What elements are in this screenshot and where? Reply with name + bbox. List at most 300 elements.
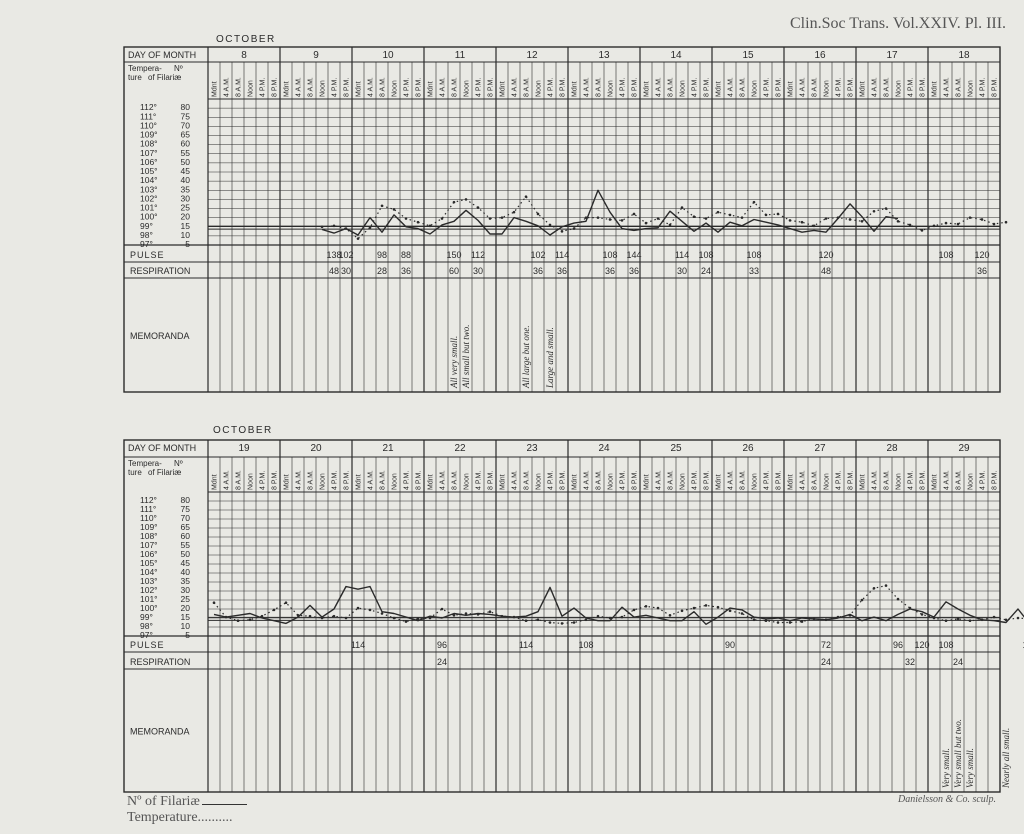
filariae-tick-label: 15: [180, 612, 190, 622]
temperature-point: [429, 617, 432, 620]
temperature-point: [585, 216, 588, 219]
temperature-point: [477, 206, 480, 209]
slot-label: 8 P.M.: [487, 77, 495, 97]
temperature-point: [969, 619, 972, 622]
slot-label: 8 A.M.: [307, 77, 315, 97]
slot-label: Mdnt: [931, 474, 939, 490]
day-number: 19: [238, 443, 250, 454]
respiration-value: 33: [748, 266, 760, 276]
slot-label: 4 P.M.: [835, 77, 843, 97]
temperature-point: [393, 617, 396, 620]
day-number: 23: [526, 443, 538, 454]
filariae-tick-label: 30: [180, 193, 190, 204]
temperature-point: [993, 223, 996, 226]
pulse-value: 102: [338, 250, 354, 260]
filariae-tick-label: 70: [180, 120, 190, 131]
temperature-point: [297, 614, 300, 617]
slot-label: 4 A.M.: [943, 77, 951, 97]
slot-label: Mdnt: [931, 81, 939, 97]
temperature-point: [861, 220, 864, 223]
filariae-tick-label: 50: [180, 549, 190, 559]
slot-label: Noon: [319, 80, 327, 97]
filariae-tick-label: 5: [185, 630, 190, 640]
slot-label: 4 A.M.: [223, 77, 231, 97]
temperature-point: [573, 621, 576, 624]
pulse-label: PULSE: [130, 250, 165, 260]
respiration-value: 36: [532, 266, 544, 276]
memoranda-note: Very small but two.: [953, 719, 963, 788]
slot-label: Mdnt: [571, 81, 579, 97]
filariae-tick-label: 70: [180, 513, 190, 523]
temperature-tick-label: 104°: [140, 175, 158, 186]
temperature-point: [237, 619, 240, 622]
temperature-point: [837, 616, 840, 619]
slot-label: 8 A.M.: [955, 77, 963, 97]
slot-label: Mdnt: [499, 474, 507, 490]
slot-label: Mdnt: [859, 474, 867, 490]
temperature-tick-label: 101°: [140, 594, 158, 604]
slot-label: Mdnt: [427, 474, 435, 490]
temperature-point: [597, 216, 600, 219]
slot-label: Mdnt: [355, 81, 363, 97]
memoranda-note: Nearly all small.: [1001, 727, 1011, 788]
slot-label: 8 A.M.: [739, 470, 747, 490]
day-number: 13: [598, 50, 610, 61]
memoranda-note: Very small.: [965, 748, 975, 788]
temperature-point: [417, 221, 420, 224]
temperature-point: [561, 622, 564, 625]
temperature-point: [501, 615, 504, 618]
slot-label: 4 P.M.: [691, 77, 699, 97]
respiration-value: 36: [556, 266, 568, 276]
temperature-tick-label: 97°: [140, 630, 153, 640]
temperature-point: [273, 609, 276, 612]
respiration-label: RESPIRATION: [130, 266, 191, 276]
respiration-value: 48: [820, 266, 832, 276]
slot-label: 4 P.M.: [403, 470, 411, 490]
slot-label: 4 A.M.: [727, 77, 735, 97]
slot-label: Noon: [895, 80, 903, 97]
temperature-tick-label: 112°: [140, 495, 157, 505]
respiration-value: 28: [376, 266, 388, 276]
chart-panel-1: [124, 34, 1007, 392]
temperature-point: [369, 226, 372, 229]
temperature-tick-label: 111°: [140, 111, 157, 122]
temperature-tick-label: 108°: [140, 531, 158, 541]
temperature-point: [321, 617, 324, 620]
slot-label: 4 P.M.: [475, 470, 483, 490]
slot-label: 4 P.M.: [259, 470, 267, 490]
slot-label: 8 A.M.: [667, 77, 675, 97]
chart-panel-2: [124, 425, 1024, 792]
slot-label: 8 A.M.: [595, 470, 603, 490]
slot-label: 8 A.M.: [883, 77, 891, 97]
temperature-point: [849, 614, 852, 617]
temperature-point: [789, 621, 792, 624]
slot-label: 8 P.M.: [703, 470, 711, 490]
slot-label: 4 A.M.: [511, 470, 519, 490]
slot-label: 4 P.M.: [619, 470, 627, 490]
pulse-value: 96: [436, 640, 448, 650]
respiration-value: 48: [328, 266, 340, 276]
temperature-point: [513, 616, 516, 619]
slot-label: 4 A.M.: [583, 77, 591, 97]
slot-label: 4 P.M.: [475, 77, 483, 97]
slot-label: 8 A.M.: [379, 470, 387, 490]
respiration-value: 36: [400, 266, 412, 276]
slot-label: 4 A.M.: [367, 470, 375, 490]
slot-label: Mdnt: [427, 81, 435, 97]
temperature-point: [693, 215, 696, 218]
slot-label: 8 A.M.: [307, 470, 315, 490]
temperature-point: [957, 223, 960, 226]
slot-label: 8 A.M.: [739, 77, 747, 97]
month-title: OCTOBER: [213, 425, 273, 436]
temperature-point: [321, 225, 324, 228]
slot-label: Noon: [463, 473, 471, 490]
slot-label: 8 P.M.: [703, 77, 711, 97]
day-number: 20: [310, 443, 322, 454]
temperature-point: [729, 610, 732, 613]
temperature-point: [921, 229, 924, 232]
memoranda-note: Large and small.: [545, 327, 555, 388]
filariae-tick-label: 40: [180, 567, 190, 577]
pulse-value: 120: [914, 640, 930, 650]
temperature-point: [729, 214, 732, 217]
day-number: 8: [241, 50, 247, 61]
day-number: 15: [742, 50, 754, 61]
slot-label: 8 P.M.: [271, 77, 279, 97]
filariae-tick-label: 50: [180, 156, 190, 167]
pulse-value: 114: [554, 250, 570, 260]
slot-label: 4 A.M.: [871, 470, 879, 490]
filariae-tick-label: 40: [180, 175, 190, 186]
temperature-point: [489, 217, 492, 220]
filariae-series-line: [214, 587, 1024, 628]
respiration-value: 36: [604, 266, 616, 276]
slot-label: 4 P.M.: [259, 77, 267, 97]
temperature-tick-label: 99°: [140, 612, 153, 622]
axis-header-filariae: of Filariæ: [148, 73, 182, 82]
respiration-value: 24: [700, 266, 712, 276]
slot-label: 8 A.M.: [235, 470, 243, 490]
axis-header-temperature: Tempera-: [128, 64, 162, 73]
respiration-value: 36: [976, 266, 988, 276]
filariae-tick-label: 10: [180, 621, 190, 631]
slot-label: 4 P.M.: [907, 77, 915, 97]
temperature-tick-label: 97°: [140, 239, 153, 249]
slot-label: Noon: [535, 80, 543, 97]
temperature-point: [981, 619, 984, 622]
temperature-point: [549, 224, 552, 227]
temperature-point: [765, 214, 768, 217]
temperature-point: [897, 220, 900, 223]
slot-label: 8 P.M.: [631, 77, 639, 97]
axis-header-filariae: of Filariæ: [148, 468, 182, 477]
respiration-value: 60: [448, 266, 460, 276]
temperature-point: [441, 608, 444, 611]
temperature-point: [621, 616, 624, 619]
pulse-value: 108: [746, 250, 762, 260]
temperature-point: [369, 609, 372, 612]
temperature-point: [957, 618, 960, 621]
slot-label: Mdnt: [859, 81, 867, 97]
axis-header-temperature: Tempera-: [128, 459, 162, 468]
temperature-tick-label: 110°: [140, 513, 157, 523]
temperature-point: [777, 621, 780, 624]
slot-label: 8 A.M.: [451, 77, 459, 97]
temperature-tick-label: 103°: [140, 184, 158, 195]
slot-label: 4 A.M.: [799, 470, 807, 490]
slot-label: 8 A.M.: [235, 77, 243, 97]
temperature-point: [669, 614, 672, 617]
slot-label: 8 A.M.: [451, 470, 459, 490]
temperature-tick-label: 98°: [140, 229, 153, 240]
slot-label: Noon: [247, 80, 255, 97]
temperature-tick-label: 102°: [140, 193, 158, 204]
slot-label: 8 P.M.: [631, 470, 639, 490]
temperature-tick-label: 106°: [140, 156, 158, 167]
temperature-point: [609, 218, 612, 221]
temperature-point: [621, 219, 624, 222]
temperature-point: [537, 213, 540, 216]
filariae-tick-label: 80: [180, 102, 190, 113]
temperature-point: [381, 204, 384, 207]
temperature-point: [933, 617, 936, 620]
axis-header-ture: ture: [128, 468, 142, 477]
filariae-tick-label: 45: [180, 166, 190, 176]
slot-label: 8 P.M.: [559, 77, 567, 97]
temperature-point: [753, 619, 756, 622]
slot-label: Mdnt: [787, 474, 795, 490]
slot-label: 4 A.M.: [943, 470, 951, 490]
day-number: 21: [382, 443, 394, 454]
temperature-point: [393, 208, 396, 211]
temperature-tick-label: 106°: [140, 549, 158, 559]
slot-label: 4 P.M.: [331, 470, 339, 490]
pulse-value: 72: [820, 640, 832, 650]
temperature-tick-label: 107°: [140, 147, 158, 158]
respiration-value: 30: [676, 266, 688, 276]
slot-label: 4 A.M.: [295, 470, 303, 490]
filariae-tick-label: 25: [180, 202, 190, 213]
slot-label: Mdnt: [283, 81, 291, 97]
filariae-tick-label: 15: [180, 220, 190, 231]
temperature-point: [525, 619, 528, 622]
pulse-value: 150: [446, 250, 462, 260]
filariae-tick-label: 20: [180, 211, 190, 222]
slot-label: 8 P.M.: [847, 77, 855, 97]
temperature-point: [333, 615, 336, 618]
slot-label: 8 P.M.: [559, 470, 567, 490]
filariae-tick-label: 35: [180, 576, 190, 586]
temperature-tick-label: 102°: [140, 585, 158, 595]
temperature-point: [561, 230, 564, 233]
temperature-point: [741, 612, 744, 615]
filariae-tick-label: 75: [180, 111, 190, 122]
slot-label: 8 P.M.: [487, 470, 495, 490]
pulse-value: 108: [938, 250, 954, 260]
temperature-point: [645, 222, 648, 225]
temperature-tick-label: 101°: [140, 202, 158, 213]
temperature-tick-label: 111°: [140, 504, 157, 514]
slot-label: 4 P.M.: [619, 77, 627, 97]
slot-label: 8 A.M.: [523, 470, 531, 490]
filariae-tick-label: 60: [180, 138, 190, 149]
slot-label: Mdnt: [499, 81, 507, 97]
respiration-value: 24: [952, 657, 964, 667]
temperature-point: [861, 599, 864, 602]
filariae-tick-label: 10: [180, 229, 190, 240]
slot-label: 4 A.M.: [583, 470, 591, 490]
pulse-value: 108: [578, 640, 594, 650]
slot-label: 8 P.M.: [775, 470, 783, 490]
slot-label: 4 P.M.: [403, 77, 411, 97]
temperature-point: [705, 217, 708, 220]
temperature-point: [681, 610, 684, 613]
temperature-point: [633, 609, 636, 612]
slot-label: 4 P.M.: [547, 470, 555, 490]
slot-label: 8 P.M.: [415, 77, 423, 97]
slot-label: 4 P.M.: [763, 470, 771, 490]
temperature-tick-label: 108°: [140, 138, 158, 149]
filariae-tick-label: 45: [180, 558, 190, 568]
temperature-tick-label: 98°: [140, 621, 153, 631]
filariae-tick-label: 75: [180, 504, 190, 514]
slot-label: 8 A.M.: [883, 470, 891, 490]
day-number: 26: [742, 443, 754, 454]
temperature-point: [681, 206, 684, 209]
slot-label: Noon: [895, 473, 903, 490]
day-number: 11: [454, 50, 466, 61]
slot-label: Noon: [679, 473, 687, 490]
slot-label: Noon: [607, 473, 615, 490]
memoranda-label: MEMORANDA: [130, 726, 190, 737]
temperature-point: [813, 225, 816, 228]
temperature-point: [885, 207, 888, 210]
temperature-point: [441, 217, 444, 220]
slot-label: 4 A.M.: [223, 470, 231, 490]
memoranda-label: MEMORANDA: [130, 331, 190, 341]
temperature-point: [633, 213, 636, 216]
axis-header-ture: ture: [128, 73, 142, 82]
slot-label: Noon: [535, 473, 543, 490]
temperature-point: [345, 227, 348, 230]
temperature-point: [909, 607, 912, 610]
temperature-point: [405, 620, 408, 623]
filariae-tick-label: 60: [180, 531, 190, 541]
pulse-value: 120: [974, 250, 990, 260]
temperature-point: [285, 601, 288, 604]
slot-label: 8 P.M.: [271, 470, 279, 490]
pulse-value: 112: [470, 250, 486, 260]
slot-label: Noon: [391, 80, 399, 97]
pulse-label: PULSE: [130, 640, 165, 650]
filariae-tick-label: 35: [180, 184, 190, 195]
temperature-point: [765, 619, 768, 622]
slot-label: 4 A.M.: [871, 77, 879, 97]
respiration-value: 24: [820, 657, 832, 667]
slot-label: 8 P.M.: [919, 470, 927, 490]
slot-label: Noon: [823, 80, 831, 97]
day-number: 29: [958, 443, 970, 454]
temperature-point: [801, 620, 804, 623]
temperature-point: [345, 617, 348, 620]
temperature-point: [753, 201, 756, 204]
filariae-tick-label: 65: [180, 522, 190, 532]
pulse-value: 108: [602, 250, 618, 260]
slot-label: Noon: [967, 80, 975, 97]
slot-label: Noon: [391, 473, 399, 490]
temperature-point: [741, 216, 744, 219]
temperature-point: [465, 612, 468, 615]
temperature-point: [693, 607, 696, 610]
slot-label: Mdnt: [643, 81, 651, 97]
temperature-point: [381, 612, 384, 615]
temperature-point: [837, 216, 840, 219]
axis-header-number: Nº: [174, 459, 183, 468]
temperature-tick-label: 105°: [140, 558, 158, 568]
day-number: 12: [526, 50, 538, 61]
slot-label: Noon: [679, 80, 687, 97]
temperature-point: [453, 201, 456, 204]
respiration-value: 36: [628, 266, 640, 276]
slot-label: 4 A.M.: [295, 77, 303, 97]
temperature-tick-label: 110°: [140, 120, 157, 131]
slot-label: 4 P.M.: [835, 470, 843, 490]
slot-label: Mdnt: [211, 81, 219, 97]
temperature-tick-label: 104°: [140, 567, 158, 577]
temperature-tick-label: 105°: [140, 166, 158, 176]
filariae-tick-label: 80: [180, 495, 190, 505]
temperature-point: [825, 217, 828, 220]
legend-filariae: Nº of Filariæ: [127, 794, 200, 809]
day-number: 14: [670, 50, 682, 61]
temperature-point: [537, 619, 540, 622]
day-of-month-label: DAY OF MONTH: [128, 50, 197, 60]
pulse-value: 114: [674, 250, 690, 260]
slot-label: 8 P.M.: [415, 470, 423, 490]
slot-label: 4 A.M.: [511, 77, 519, 97]
temperature-point: [609, 617, 612, 620]
temperature-point: [933, 225, 936, 228]
temperature-point: [909, 224, 912, 227]
slot-label: 4 A.M.: [655, 77, 663, 97]
temperature-point: [501, 216, 504, 219]
slot-label: 4 P.M.: [547, 77, 555, 97]
plate-header: Clin.Soc Trans. Vol.XXIV. Pl. III.: [790, 15, 1007, 32]
filariae-tick-label: 20: [180, 603, 190, 613]
temperature-point: [897, 598, 900, 601]
day-number: 28: [886, 443, 898, 454]
slot-label: 4 A.M.: [727, 470, 735, 490]
temperature-point: [777, 213, 780, 216]
temperature-point: [573, 227, 576, 230]
filariae-tick-label: 5: [185, 239, 190, 249]
temperature-point: [717, 211, 720, 214]
temperature-point: [477, 613, 480, 616]
slot-label: Noon: [247, 473, 255, 490]
slot-label: Noon: [823, 473, 831, 490]
slot-label: 8 A.M.: [523, 77, 531, 97]
respiration-value: 24: [436, 657, 448, 667]
slot-label: 4 P.M.: [691, 470, 699, 490]
temperature-point: [981, 218, 984, 221]
slot-label: Noon: [463, 80, 471, 97]
temperature-tick-label: 109°: [140, 129, 158, 140]
temperature-point: [885, 584, 888, 587]
temperature-point: [849, 218, 852, 221]
